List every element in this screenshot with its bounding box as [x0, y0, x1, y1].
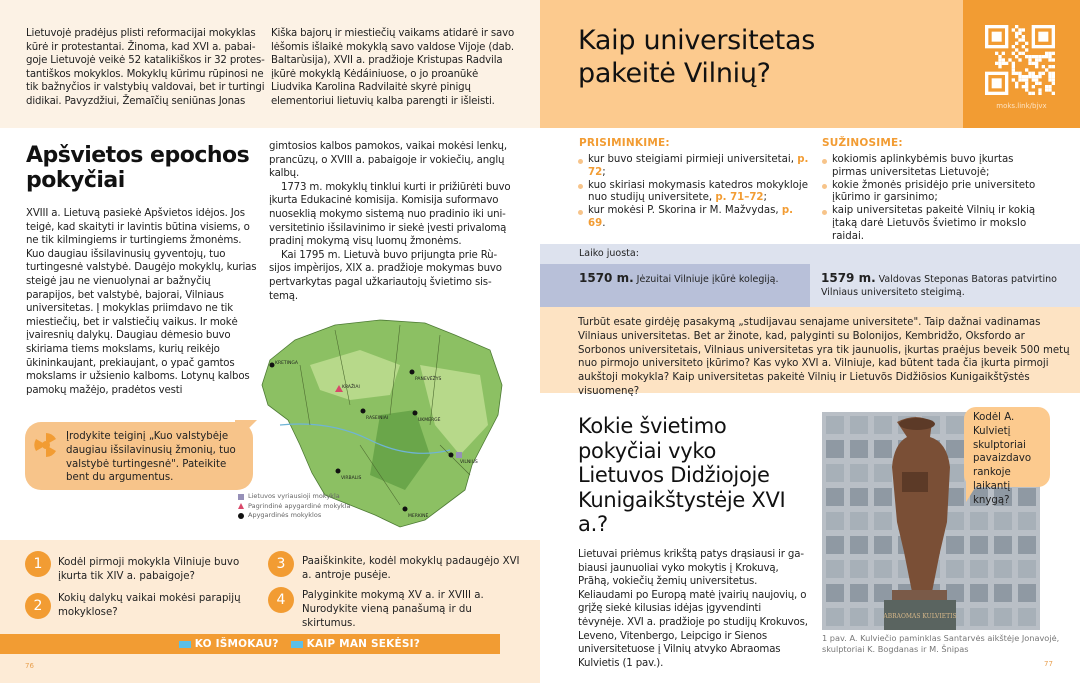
page-reference[interactable]: p. 71–72 — [715, 192, 764, 204]
qr-module — [1015, 32, 1018, 35]
building-window — [970, 536, 988, 554]
building-window — [994, 560, 1012, 578]
building-window — [946, 416, 964, 434]
timeline-event-1570 — [579, 272, 809, 286]
qr-module — [1025, 42, 1028, 45]
qr-module — [1025, 55, 1028, 58]
qr-module — [1012, 62, 1015, 65]
building-window — [850, 584, 868, 602]
photo-question-text: Kodėl A. Kulvietį skulptoriai pavaizdavo rankoje laikantį knygą? — [973, 412, 1032, 506]
qr-module — [1012, 68, 1015, 71]
page-number-left: 76 — [25, 662, 34, 670]
qr-module — [1048, 85, 1051, 88]
qr-module — [1048, 78, 1051, 81]
item-text: kuo skiriasi mokymasis katedros mokykloje nuo studijų universitete, — [588, 179, 808, 204]
legend-label: Pagrindinė apygardinė mokykla — [248, 501, 351, 510]
list-item: kokiomis aplinkybėmis buvo įkurtas pirmas universitetas Lietuvojė; — [822, 154, 1047, 180]
building-window — [1018, 608, 1036, 626]
building-window — [1018, 512, 1036, 530]
qr-module — [1032, 75, 1035, 78]
event-year: 1570 m. — [579, 271, 634, 285]
qr-module — [1028, 75, 1031, 78]
qr-module — [1018, 75, 1021, 78]
dot-icon — [238, 513, 244, 519]
legend-item-district — [238, 511, 350, 521]
qr-module — [1015, 85, 1018, 88]
qr-module — [1045, 85, 1048, 88]
qr-module — [1028, 55, 1031, 58]
building-window — [850, 536, 868, 554]
qr-module — [1018, 72, 1021, 75]
reflection-what-learned[interactable] — [179, 638, 279, 650]
building-window — [946, 560, 964, 578]
qr-module — [1032, 78, 1035, 81]
qr-module — [1052, 75, 1055, 78]
qr-module — [998, 62, 1001, 65]
qr-module — [998, 55, 1001, 58]
recall-title: PRISIMINKIME: — [579, 137, 670, 149]
qr-module — [1048, 58, 1051, 61]
legend-label: Apygardinės mokyklos — [248, 511, 322, 519]
reflection-label: KO IŠMOKAU? — [194, 638, 279, 650]
square-icon — [179, 641, 191, 648]
building-window — [826, 488, 844, 506]
qr-module — [1025, 68, 1028, 71]
intro-text-col1: Lietuvojė pradėjus plisti reformacijai mokyklas kūrė ir protestantai. Žinoma, kad XVI a. pabaigoje Lietuvojė veikė 52 katalikiškos ir 32 protestantiškos mokyklos. Mokyklų kūrimu rūpinosi ne tik bažnyčios ir valstybių valdovai, bet ir turtingi didikai. Pavyzdžiui, Žemaĩčių seniūnas Jonas — [26, 28, 265, 107]
building-window — [946, 440, 964, 458]
qr-module — [1012, 65, 1015, 68]
building-window — [826, 464, 844, 482]
qr-module — [1048, 55, 1051, 58]
qr-module — [1052, 72, 1055, 75]
qr-module — [1028, 58, 1031, 61]
qr-module — [1015, 42, 1018, 45]
qr-module — [1015, 72, 1018, 75]
enlightenment-text-col1: XVIII a. Lietuvą pasiekė Apšvietos idėjos. Jos teigė, kad skaityti ir lavintis būtina visiems, o ne tik kilmingiems ir turtingiems žmonėms. Kuo daugiau išsilavinusių gyventojų, tuo turtingesnė valstybė. Daugėjo mokyklų, kurias steigė jau ne vienuolynai ar bažnyčių parapijos, bet valstybė, bajorai, Vilniaus universitetas. Į mokyklas priimdavo ne tik miestiečių, bet ir valstiečių vaikus. Ir mokė įvairesnių dalykų. Daugiau dėmesio buvo skiriama tiems mokslams, kurių reikėjo ūkininkaujant, prekiaujant, o ypač gamtos mokslams ir užsienio kalboms. Lotynų kalbos pamokų mažėjo, pradėtos vesti — [26, 208, 257, 396]
page-reference[interactable]: p. 69 — [588, 205, 794, 229]
building-window — [874, 464, 892, 482]
pedestal-top — [892, 590, 947, 600]
legend-label: Lietuvos vyriausioji mokykla — [248, 492, 340, 500]
qr-module — [1035, 82, 1038, 85]
map-label-kražiai: KRAŽIAI — [342, 385, 360, 390]
map-marker-virbalis — [336, 469, 341, 474]
qr-module — [1038, 55, 1041, 58]
timeline-label: Laiko juosta: — [579, 248, 639, 259]
changes-text: Lietuvai priėmus krikštą patys drąsiausi ir gabiausi jaunuoliai vyko mokytis į Krokuvą, Prãhą, vokiečių žemių universitetus. Keliaudami po Europą matė įvairių naujovių, o grįžę siekė kilusias idėjas įgyvendinti tėvynėje. XVI a. pradžioje po studijų Krokuvos, Leveno, Vitenbergo, Leipcigo ir Sienos universitetuose į Vilnių atvyko Abraomas Kulvietis (1 pav.). — [578, 549, 808, 669]
map-label-merkinė: MERKINĖ — [408, 514, 429, 519]
qr-module — [1035, 58, 1038, 61]
section-title-changes: Kokie švietimo pokyčiai vyko Lietuvos Didžiojoje Kunigaikštystėje XVI a.? — [578, 414, 786, 536]
intro-text-col2: Kiška bajorų ir miestiečių vaikams atidarė ir savo lėšomis išlaikė mokyklą savo valdose Vijoje (dab. Baltarùsija), XVII a. pradžioje Kristupas Radvila įkūrė mokyklą Kėdáiniuose, o jo proanūkė Liudvika Karolina Radvilaitė skyrė pinigų elementoriui lietuvių kalba parengti ir išleisti. — [271, 28, 515, 107]
map-marker-dot — [449, 453, 454, 458]
qr-module — [1015, 25, 1018, 28]
building-window — [874, 512, 892, 530]
map-marker-merkinė — [403, 507, 408, 512]
map-label-raseiniai: RASEINIAI — [366, 416, 389, 421]
building-window — [850, 512, 868, 530]
map-marker-raseiniai — [361, 409, 366, 414]
qr-module — [1042, 65, 1045, 68]
qr-module — [1022, 85, 1025, 88]
qr-module — [1038, 75, 1041, 78]
building-window — [946, 512, 964, 530]
list-item — [578, 154, 813, 180]
building-window — [850, 416, 868, 434]
qr-module — [1038, 72, 1041, 75]
qr-code-icon[interactable] — [985, 25, 1055, 95]
qr-module — [1018, 32, 1021, 35]
triangle-icon — [238, 503, 244, 509]
qr-module — [1025, 82, 1028, 85]
qr-module — [1038, 88, 1041, 91]
qr-module — [1032, 62, 1035, 65]
building-window — [946, 584, 964, 602]
building-window — [826, 608, 844, 626]
qr-module — [1022, 38, 1025, 41]
building-window — [1018, 560, 1036, 578]
map-label-virbalis: VIRBALIS — [341, 476, 362, 481]
qr-module — [1035, 78, 1038, 81]
qr-module — [995, 52, 998, 55]
qr-module — [1048, 65, 1051, 68]
qr-module — [1025, 88, 1028, 91]
qr-module — [1015, 55, 1018, 58]
qr-module — [998, 65, 1001, 68]
chapter-title: Kaip universitetas pakeitė Vilnių? — [578, 25, 815, 89]
building-window — [970, 512, 988, 530]
qr-module — [1038, 58, 1041, 61]
qr-module — [1008, 58, 1011, 61]
building-window — [874, 488, 892, 506]
qr-module — [1032, 72, 1035, 75]
qr-finder — [992, 32, 1002, 42]
qr-module — [1035, 65, 1038, 68]
qr-module — [1052, 58, 1055, 61]
qr-module — [1042, 72, 1045, 75]
qr-module — [1002, 62, 1005, 65]
legend-item-district-main — [238, 502, 350, 512]
recall-list — [578, 154, 813, 231]
map-label-vilnius: VILNIUS — [460, 460, 478, 465]
event-text: Jėzuitai Vilniuje įkūrė kolegiją. — [636, 274, 779, 285]
building-window — [874, 536, 892, 554]
qr-finder — [1038, 32, 1048, 42]
building-window — [946, 536, 964, 554]
building-window — [826, 416, 844, 434]
qr-module — [1022, 45, 1025, 48]
learn-title: SUŽINOSIME: — [822, 137, 903, 149]
qr-module — [1052, 82, 1055, 85]
qr-module — [1045, 52, 1048, 55]
map-marker-kretinga — [270, 363, 275, 368]
learn-list — [822, 154, 1047, 244]
plaque-text: ABRAOMAS KULVIETIS — [883, 613, 957, 620]
qr-module — [1022, 35, 1025, 38]
map-label-panevėžys: PANEVĖŽYS — [415, 377, 442, 382]
qr-module — [1012, 28, 1015, 31]
paragraph: 1773 m. mokyklų tinklui kurti ir prižiūrėti buvo įkurta Edukacinė komisija. Komisija suformavo nuoseklią mokymo sistemą nuo pradinio iki universitetinio išsilavinimo ir siekė įvesti privalomą pradinį mokymą visų luomų žmonėms. — [269, 181, 511, 248]
reflection-how-did[interactable] — [291, 638, 420, 650]
item-end: ; — [763, 192, 767, 204]
qr-module — [1012, 45, 1015, 48]
building-window — [1018, 536, 1036, 554]
qr-module — [1038, 82, 1041, 85]
question-text: Paaiškinkite, kodėl mokyklų padaugėjo XVI a. antroje pusėje. — [302, 556, 520, 581]
list-item: kaip universitetas pakeitė Vilnių ir kokią įtaką darė Lietuvõs švietimo ir mokslo raidai. — [822, 205, 1047, 243]
map-marker-ukmergė — [413, 411, 418, 416]
qr-module — [1045, 68, 1048, 71]
building-window — [826, 440, 844, 458]
qr-module — [1012, 52, 1015, 55]
building-window — [850, 440, 868, 458]
list-item — [578, 205, 813, 231]
qr-module — [1052, 65, 1055, 68]
map-marker-panevėžys — [410, 370, 415, 375]
building-window — [874, 560, 892, 578]
qr-module — [1038, 92, 1041, 95]
qr-module — [1015, 35, 1018, 38]
qr-module — [1005, 62, 1008, 65]
item-end: . — [602, 217, 606, 229]
qr-module — [1025, 75, 1028, 78]
paragraph: Kai 1795 m. Lietuvà buvo prijungta prie Rùsijos impèrijos, XIX a. pradžioje mokymas buvo pertvarkytas pagal užkariautojų švietimo sistemą. — [269, 249, 502, 302]
qr-module — [1025, 78, 1028, 81]
qr-module — [1018, 78, 1021, 81]
qr-module — [1052, 52, 1055, 55]
qr-module — [1018, 38, 1021, 41]
qr-module — [1045, 55, 1048, 58]
qr-module — [1048, 52, 1051, 55]
event-text: Valdovas Steponas Batoras patvirtino Vilniaus universiteto steigimą. — [821, 274, 1057, 298]
qr-module — [1028, 72, 1031, 75]
timeline-event-1579 — [821, 272, 1071, 299]
building-window — [874, 584, 892, 602]
qr-module — [1022, 75, 1025, 78]
building-window — [994, 584, 1012, 602]
qr-module — [1045, 88, 1048, 91]
intro-text: Turbūt esate girdėję pasakymą „studijavau senajame universitete". Taip dažnai vadinamas Vilniaus universitetas. Bet ar žinote, kad, palyginti su Bolonijos, Kembridžo, Oksfordo ar Sorbonos universitetais, Vilniaus universitetas yra tik jaunuolis, įkurtas praėjus beveik 500 metų nuo pirmojo universiteto įkūrimo? Kas vyko XVI a. Vilniuje, kad būtent tada čia įkurta pirmoji aukštoji mokykla? Kaip universitetas pakeitė Vilnių ir Lietuvõs Didžiõsios Kunigaikštỹstės visuomenę? — [578, 317, 1070, 397]
building-window — [994, 512, 1012, 530]
map-legend — [238, 492, 350, 521]
qr-module — [1035, 75, 1038, 78]
reflection-bar — [0, 634, 500, 654]
statue-book — [902, 472, 928, 492]
question-number: 2 — [25, 593, 51, 619]
qr-module — [1035, 55, 1038, 58]
qr-module — [1002, 52, 1005, 55]
item-text: kur mokėsi P. Skorina ir M. Mažvydas, — [588, 205, 779, 217]
page-number-right: 77 — [1044, 660, 1053, 668]
qr-module — [1025, 48, 1028, 51]
item-text: kur buvo steigiami pirmieji universitetai, — [588, 154, 794, 165]
qr-module — [1002, 58, 1005, 61]
qr-module — [1015, 48, 1018, 51]
qr-module — [1052, 92, 1055, 95]
question-number: 4 — [268, 587, 294, 613]
qr-module — [1018, 58, 1021, 61]
qr-module — [1032, 55, 1035, 58]
building-window — [994, 608, 1012, 626]
map-marker-vilnius — [456, 452, 462, 458]
building-window — [850, 560, 868, 578]
task-icon — [33, 432, 59, 458]
building-window — [970, 608, 988, 626]
qr-module — [1018, 28, 1021, 31]
item-end: ; — [602, 166, 606, 178]
qr-link[interactable]: moks.link/bjvx — [996, 102, 1047, 110]
qr-module — [1012, 72, 1015, 75]
qr-module — [995, 62, 998, 65]
qr-module — [1042, 55, 1045, 58]
statue-hat — [899, 418, 935, 430]
qr-module — [1048, 72, 1051, 75]
qr-module — [998, 58, 1001, 61]
building-window — [850, 464, 868, 482]
building-window — [850, 488, 868, 506]
building-window — [874, 416, 892, 434]
map-label-ukmergė: UKMERGĖ — [418, 418, 441, 423]
section-title-enlightenment: Apšvietos epochos pokyčiai — [26, 143, 250, 193]
building-window — [826, 560, 844, 578]
qr-module — [1022, 78, 1025, 81]
question-number: 1 — [25, 551, 51, 577]
list-item: kokie žmonės prisidėjo prie universiteto įkūrimo ir garsinimo; — [822, 180, 1047, 206]
qr-module — [1015, 82, 1018, 85]
question-text: Kokių dalykų vaikai mokėsi parapijų mokyklose? — [58, 593, 241, 618]
question-number: 3 — [268, 551, 294, 577]
building-window — [826, 536, 844, 554]
building-window — [826, 512, 844, 530]
building-window — [826, 584, 844, 602]
qr-module — [1025, 85, 1028, 88]
square-icon — [238, 494, 244, 500]
task-text: Įrodykite teiginį „Kuo valstybėje daugiau išsilavinusių žmonių, tuo valstybė turtingesnė". Pateikite bent du argumentus. — [66, 431, 236, 484]
enlightenment-text-col2 — [269, 140, 514, 303]
qr-module — [1032, 92, 1035, 95]
paragraph: gimtosios kalbos pamokos, vaikai mokėsi lenkų, prancūzų, o XVIII a. pabaigoje ir vokiečių, anglų kalbų. — [269, 141, 507, 180]
reflection-label: KAIP MAN SEKĖSI? — [306, 638, 420, 650]
qr-module — [1035, 62, 1038, 65]
list-item — [578, 180, 813, 206]
qr-module — [1032, 85, 1035, 88]
building-window — [970, 560, 988, 578]
square-icon — [291, 641, 303, 648]
qr-module — [1052, 78, 1055, 81]
qr-module — [1048, 88, 1051, 91]
map-label-kretinga: KRETINGA — [275, 361, 298, 366]
qr-module — [1022, 52, 1025, 55]
building-window — [850, 608, 868, 626]
qr-module — [1048, 75, 1051, 78]
legend-item-main-school — [238, 492, 350, 502]
photo-caption: 1 pav. A. Kulviečio paminklas Santarvės aikštėje Jonavojė, skulptoriai K. Bogdanas ir M. Šnipas — [822, 633, 1060, 654]
building-window — [1018, 584, 1036, 602]
qr-module — [1028, 62, 1031, 65]
qr-module — [1022, 28, 1025, 31]
qr-finder — [992, 78, 1002, 88]
qr-module — [1028, 92, 1031, 95]
event-year: 1579 m. — [821, 271, 876, 285]
question-text: Palyginkite mokymą XV a. ir XVIII a. Nurodykite vieną panašumą ir du skirtumus. — [302, 590, 484, 629]
qr-module — [1012, 78, 1015, 81]
question-text: Kodėl pirmoji mokykla Vilniuje buvo įkurta tik XIV a. pabaigoje? — [58, 557, 240, 582]
building-window — [970, 584, 988, 602]
page-reference[interactable]: p. 72 — [588, 154, 809, 178]
qr-module — [1018, 52, 1021, 55]
building-window — [994, 536, 1012, 554]
building-window — [874, 440, 892, 458]
